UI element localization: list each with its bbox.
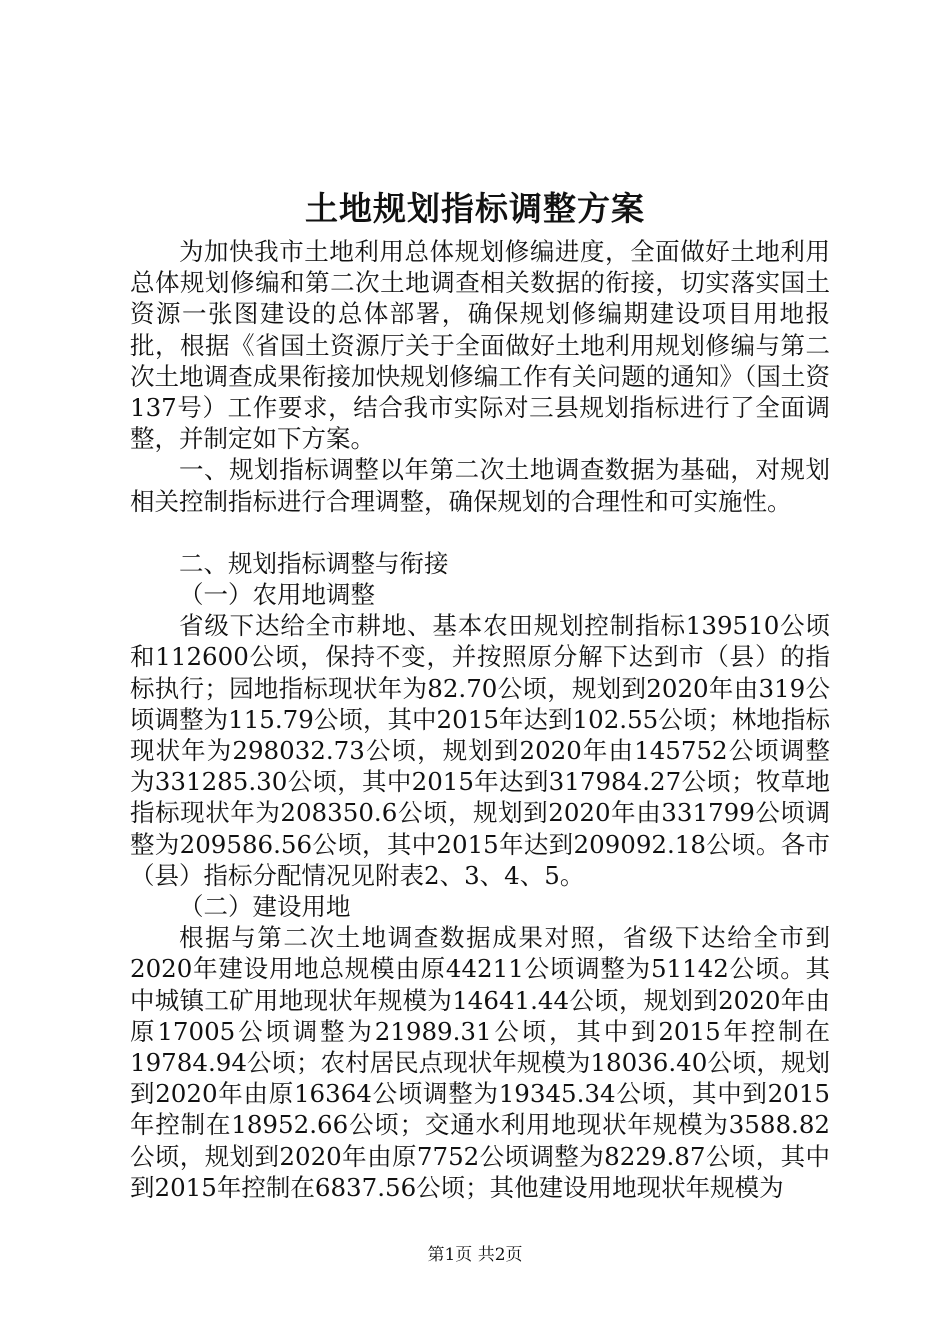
heading-subsection-1: （一）农用地调整 (179, 580, 375, 610)
paragraph-intro: 为加快我市土地利用总体规划修编进度，全面做好土地利用总体规划修编和第二次土地调查相关数据的衔接，切实落实国土资源一张图建设的总体部署，确保规划修编期建设项目用地报批，根据《省国土资源厅关于全面做好土地利用规划修编与第二次土地调查成果衔接加快规划修编工作有关问题的通知》（国土资137号）工作要求，结合我市实际对三县规划指标进行了全面调整，并制定如下方案。 (130, 237, 830, 454)
heading-subsection-2: （二）建设用地 (179, 892, 351, 922)
document-body (130, 236, 830, 1203)
paragraph-section-1: 一、规划指标调整以年第二次土地调查数据为基础，对规划相关控制指标进行合理调整，确保规划的合理性和可实施性。 (130, 455, 830, 516)
paragraph-farmland: 省级下达给全市耕地、基本农田规划控制指标139510公顷和112600公顷，保持不变，并按照原分解下达到市（县）的指标执行；园地指标现状年为82.70公顷，规划到2020年由319公顷调整为115.79公顷，其中2015年达到102.55公顷；林地指标现状年为298032.73公顷，规划到2020年由145752公顷调整为331285.30公顷，其中2015年达到317984.27公顷；牧草地指标现状年为208350.6公顷，规划到2020年由331799公顷调整为209586.56公顷，其中2015年达到209092.18公顷。各市（县）指标分配情况见附表2、3、4、5。 (130, 611, 830, 890)
document-title: 土地规划指标调整方案 (305, 189, 645, 228)
page-footer: 第1页 共2页 (427, 1245, 523, 1265)
paragraph-construction: 根据与第二次土地调查数据成果对照，省级下达给全市到2020年建设用地总规模由原44211公顷调整为51142公顷。其中城镇工矿用地现状年规模为14641.44公顷，规划到2020年由原17005公顷调整为21989.31公顷，其中到2015年控制在19784.94公顷；农村居民点现状年规模为18036.40公顷，规划到2020年由原16364公顷调整为19345.34公顷，其中到2015年控制在18952.66公顷；交通水利用地现状年规模为3588.82公顷，规划到2020年由原7752公顷调整为8229.87公顷，其中到2015年控制在6837.56公顷；其他建设用地现状年规模为 (130, 923, 830, 1202)
heading-section-2: 二、规划指标调整与衔接 (179, 548, 449, 578)
